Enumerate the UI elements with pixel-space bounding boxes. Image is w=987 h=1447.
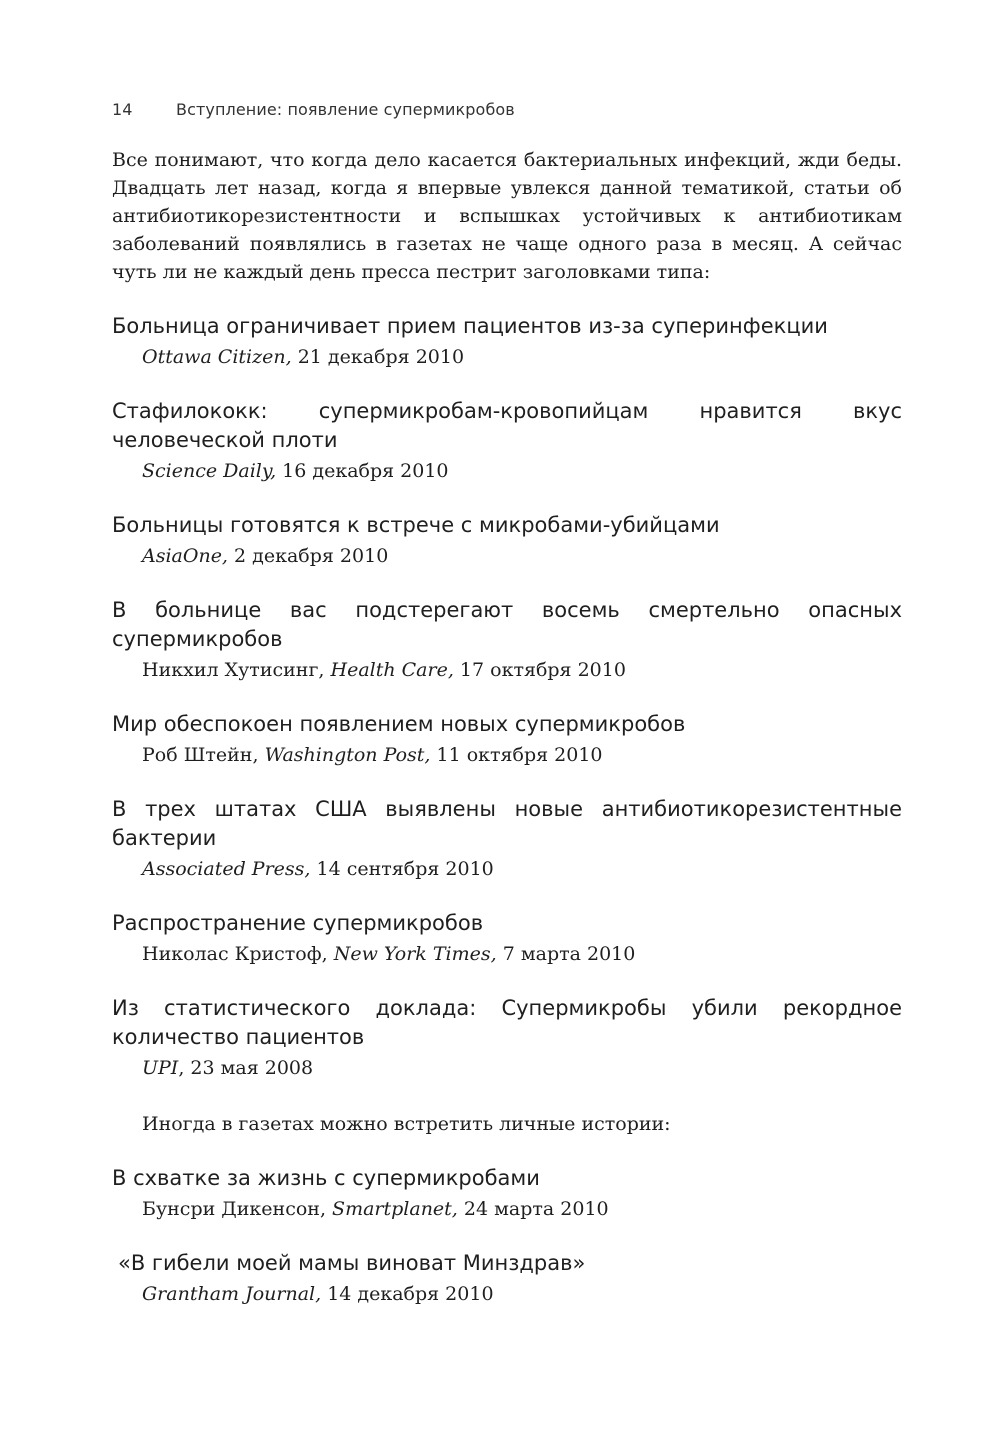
citation-source: Science Daily, (142, 460, 277, 482)
headline-entry (112, 397, 902, 485)
headline-title: Из статистического доклада: Супермикробы убили рекордное количество пациентов (112, 996, 902, 1049)
headline-entry (112, 596, 902, 684)
citation-source: Associated Press, (142, 858, 311, 880)
citation-date: 17 октября 2010 (459, 659, 626, 681)
running-title: Вступление: появление супермикробов (176, 100, 515, 119)
headline-citation (142, 940, 902, 968)
headline-citation (142, 741, 902, 769)
headline-citation (142, 457, 902, 485)
citation-date: 2 декабря 2010 (234, 545, 389, 567)
citation-date: 16 декабря 2010 (282, 460, 449, 482)
headline-title: В схватке за жизнь с супермикробами (112, 1166, 540, 1190)
citation-author: Бунсри Дикенсон, (142, 1198, 326, 1220)
citation-date: 7 марта 2010 (502, 943, 636, 965)
citation-author: Никхил Хутисинг, (142, 659, 325, 681)
headline-title: Мир обеспокоен появлением новых супермикробов (112, 712, 686, 736)
headline-citation (142, 855, 902, 883)
headline-citation (142, 656, 902, 684)
citation-author: Николас Кристоф, (142, 943, 328, 965)
citation-source: Grantham Journal, (142, 1283, 322, 1305)
headline-title: В больнице вас подстерегают восемь смертельно опасных супермикробов (112, 598, 902, 651)
citation-date: 11 октября 2010 (436, 744, 603, 766)
headline-entry (112, 795, 902, 883)
headline-entry (112, 312, 902, 371)
citation-author: Роб Штейн, (142, 744, 259, 766)
page-content (112, 146, 902, 1308)
headline-title: Стафилококк: супермикробам-кровопийцам нравится вкус человеческой плоти (112, 399, 902, 452)
citation-date: , 23 мая 2008 (178, 1057, 314, 1079)
headline-entry (112, 1164, 902, 1223)
citation-source: UPI (142, 1057, 179, 1079)
headline-citation (142, 1054, 902, 1082)
headline-entry (112, 909, 902, 968)
citation-date: 21 декабря 2010 (297, 346, 465, 368)
headline-citation (142, 542, 902, 570)
headline-entry (112, 1249, 902, 1308)
headline-entry (112, 994, 902, 1082)
headline-title: В трех штатах США выявлены новые антибиотикорезистентные бактерии (112, 797, 902, 850)
citation-source: Washington Post, (264, 744, 431, 766)
citation-source: AsiaOne, (142, 545, 228, 567)
personal-stories-intro: Иногда в газетах можно встретить личные истории: (142, 1113, 671, 1135)
headline-title: «В гибели моей мамы виноват Минздрав» (118, 1251, 586, 1275)
citation-source: Ottawa Citizen, (142, 346, 292, 368)
citation-date: 24 марта 2010 (463, 1198, 609, 1220)
intro-paragraph: Все понимают, что когда дело касается бактериальных инфекций, жди беды. Двадцать лет назад, когда я впервые увлекся данной тематикой, статьи об антибиотикорезистентности и вспышках устойчивых к антибиотикам заболеваний появлялись в газетах не чаще одного раза в месяц. А сейчас чуть ли не каждый день пресса пестрит заголовками типа: (112, 149, 902, 283)
headline-title: Больницы готовятся к встрече с микробами-убийцами (112, 513, 720, 537)
running-header (112, 100, 515, 119)
headline-citation (142, 1280, 902, 1308)
headline-title: Больница ограничивает прием пациентов из-за суперинфекции (112, 314, 828, 338)
headline-entry (112, 710, 902, 769)
citation-source: Health Care, (330, 659, 454, 681)
headline-title: Распространение супермикробов (112, 911, 484, 935)
citation-source: Smartplanet, (332, 1198, 458, 1220)
headline-entry (112, 511, 902, 570)
citation-date: 14 декабря 2010 (327, 1283, 494, 1305)
citation-date: 14 сентября 2010 (316, 858, 494, 880)
citation-source: New York Times, (333, 943, 497, 965)
headline-citation (142, 1195, 902, 1223)
page-number: 14 (112, 100, 133, 119)
headline-citation (142, 343, 902, 371)
